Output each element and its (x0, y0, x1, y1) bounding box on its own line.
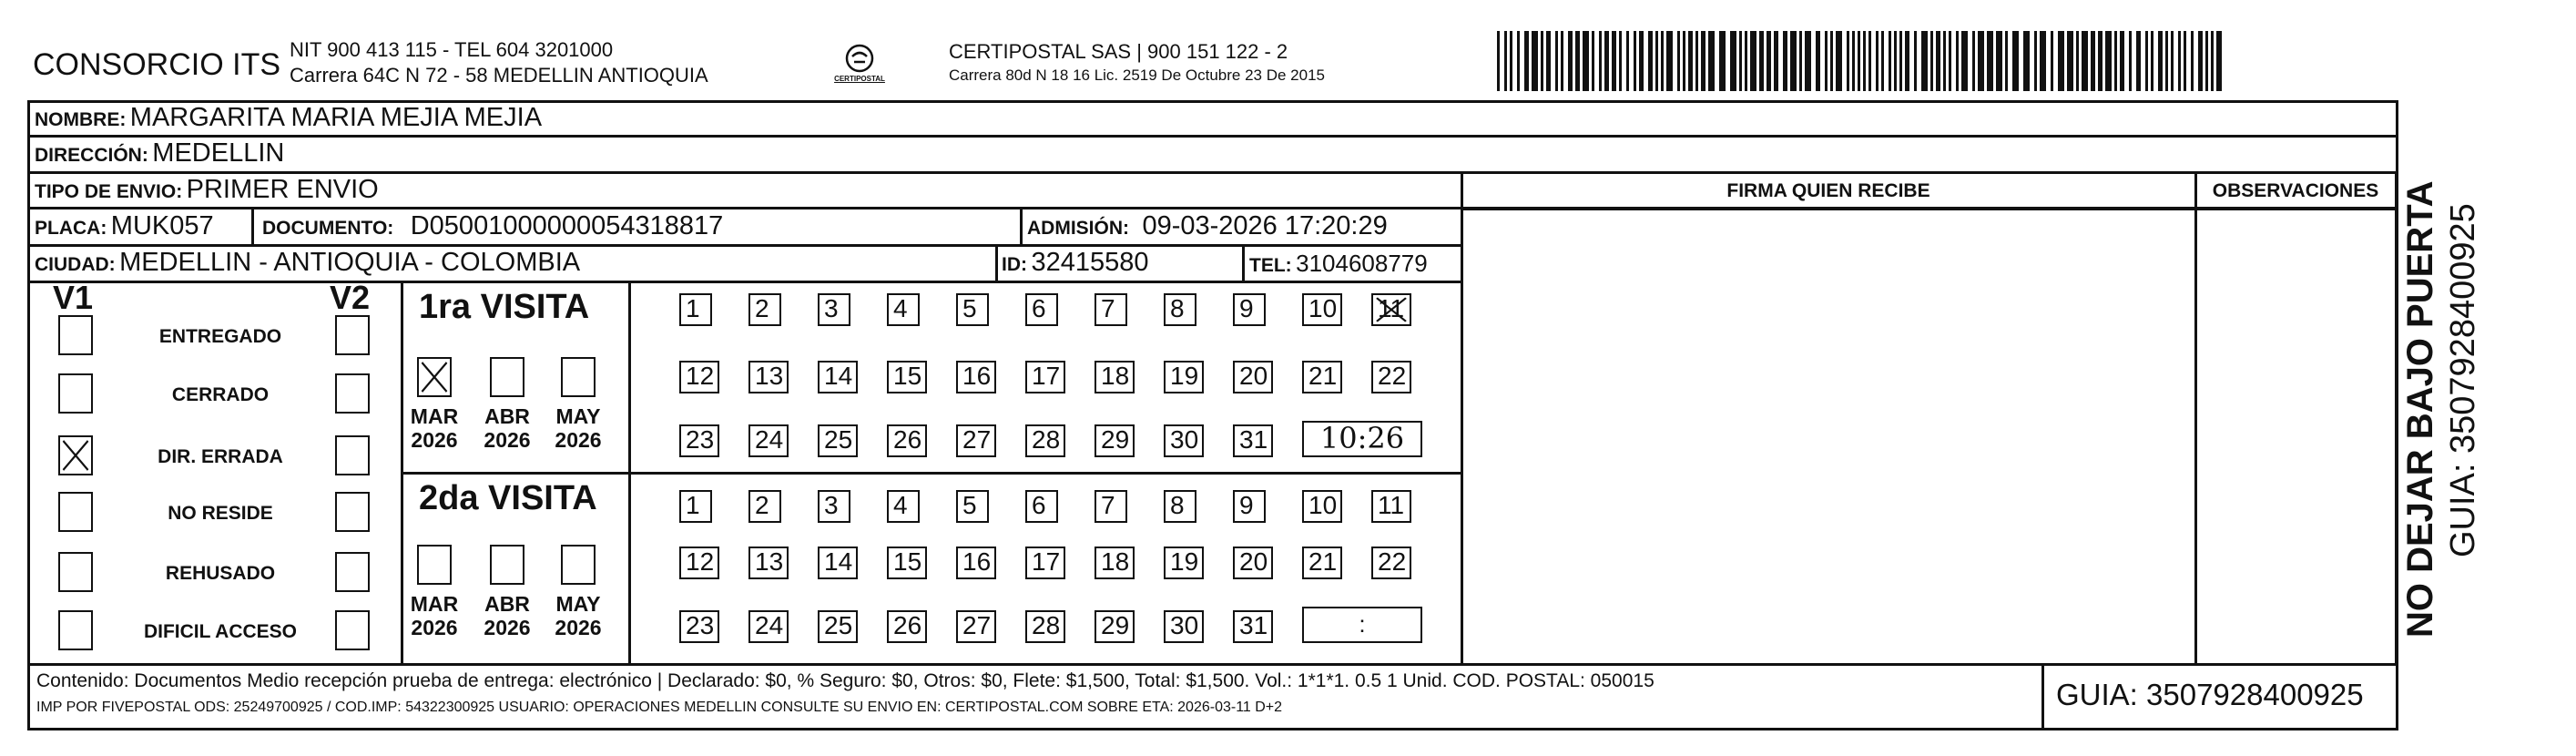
barcode-bar (1648, 31, 1653, 91)
barcode-bar (1599, 31, 1602, 91)
barcode-bar (1881, 31, 1884, 91)
visit2-day-box[interactable]: 6 (1025, 490, 1058, 523)
id-label: ID: (1002, 254, 1027, 275)
barcode-bar (2051, 31, 2053, 91)
barcode-bar (2076, 31, 2079, 91)
visit1-day-box[interactable]: 14 (818, 361, 858, 393)
visit1-day-box[interactable]: 9 (1233, 293, 1266, 326)
barcode-bar (2145, 31, 2148, 91)
barcode-bar (1639, 31, 1644, 91)
barcode-bar (1825, 31, 1828, 91)
visit2-month-label (550, 592, 606, 639)
firma-label: FIRMA QUIEN RECIBE (1726, 180, 1930, 201)
visit1-day-box[interactable]: 19 (1164, 361, 1204, 393)
visit2-day-box[interactable]: 3 (818, 490, 850, 523)
certipostal-logo (830, 38, 889, 91)
barcode-bar (2205, 31, 2208, 91)
barcode-bar (1561, 31, 1563, 91)
barcode-bar (1634, 31, 1636, 91)
visit2-day-box[interactable]: 10 (1302, 490, 1342, 523)
visit1-day-box[interactable]: 7 (1095, 293, 1127, 326)
company-nit-line: NIT 900 413 115 - TEL 604 3201000 (290, 38, 614, 61)
visit1-day-box[interactable]: 26 (887, 424, 927, 457)
visit1-day-box[interactable]: 8 (1164, 293, 1196, 326)
visit2-month-checkbox[interactable] (490, 545, 524, 585)
visit1-month-year: 2026 (555, 428, 602, 452)
visit1-day-box[interactable]: 3 (818, 293, 850, 326)
visit1-day-box[interactable]: 15 (887, 361, 927, 393)
visit2-day-box[interactable]: 28 (1025, 610, 1065, 643)
barcode-bar (1858, 31, 1860, 91)
barcode-bar (1688, 31, 1693, 91)
visit1-day-box[interactable]: 20 (1233, 361, 1273, 393)
barcode-bar (1730, 31, 1736, 91)
documento-label: DOCUMENTO: (262, 218, 394, 239)
status-label: DIR. ERRADA (158, 446, 283, 467)
barcode-bar (1830, 31, 1833, 91)
footer-guia: GUIA: 3507928400925 (2056, 678, 2364, 711)
visit2-day-box[interactable]: 30 (1164, 610, 1204, 643)
visit2-month-label (479, 592, 535, 639)
side-guia: GUIA: 3507928400925 (2444, 203, 2482, 557)
visit1-day-box[interactable]: 12 (679, 361, 719, 393)
visit2-day-box[interactable]: 29 (1095, 610, 1135, 643)
visit1-day-box[interactable]: 30 (1164, 424, 1204, 457)
visit2-day-box[interactable]: 27 (956, 610, 996, 643)
visit1-day-box[interactable]: 27 (956, 424, 996, 457)
visit2-month-checkbox[interactable] (561, 545, 596, 585)
tipo-envio-value: PRIMER ENVIO (186, 175, 379, 204)
visit1-day-box[interactable]: 25 (818, 424, 858, 457)
barcode-bar (2067, 31, 2073, 91)
barcode-bar (1930, 31, 1933, 91)
visit2-month-name: MAY (555, 592, 601, 616)
barcode-bar (1683, 31, 1685, 91)
v1-checkbox[interactable] (58, 610, 93, 650)
direccion-label: DIRECCIÓN: (35, 145, 148, 166)
barcode-bar (1745, 31, 1747, 91)
barcode-bar (1889, 31, 1891, 91)
v2-checkbox[interactable] (335, 552, 370, 592)
barcode-bar (1568, 31, 1573, 91)
footer-contenido: Contenido: Documentos Medio recepción prueba de entrega: electrónico | Declarado: $0, % Seguro: $0, Otros: $0, Flete: $1,500, Total: $1,500. Vol.: 1*1*1. 0.5 1 Unid. COD. POSTAL: 050015 (36, 670, 1655, 691)
barcode-bar (1899, 31, 1902, 91)
admision-label: ADMISIÓN: (1027, 218, 1129, 239)
barcode-bar (1956, 31, 1959, 91)
barcode-bar (2098, 31, 2103, 91)
admision-value: 09-03-2026 17:20:29 (1142, 211, 1388, 240)
visit2-month-checkbox[interactable] (417, 545, 452, 585)
id-value: 32415580 (1031, 248, 1149, 277)
v1-checkbox[interactable] (58, 435, 93, 475)
visit2-day-box[interactable]: 24 (748, 610, 789, 643)
visit1-month-year: 2026 (411, 428, 458, 452)
visit1-day-box[interactable]: 22 (1371, 361, 1411, 393)
barcode-bar (1836, 31, 1842, 91)
barcode-bar (1661, 31, 1664, 91)
tipo-envio-label: TIPO DE ENVIO: (35, 181, 183, 202)
v1-checkbox[interactable] (58, 492, 93, 532)
visit1-day-box[interactable]: 2 (748, 293, 781, 326)
barcode-bar (2151, 31, 2153, 91)
visit1-day-box[interactable]: 21 (1302, 361, 1342, 393)
visit2-time-box[interactable]: : (1302, 607, 1422, 643)
visit1-day-box[interactable]: 31 (1233, 424, 1273, 457)
visit2-month-year: 2026 (411, 616, 458, 639)
visit2-day-box[interactable]: 16 (956, 547, 996, 579)
barcode-bar (2216, 31, 2222, 91)
visit2-month-name: ABR (484, 592, 530, 616)
status-label: REHUSADO (165, 563, 276, 584)
barcode-bar (2158, 31, 2163, 91)
status-label: ENTREGADO (158, 326, 282, 347)
barcode-bar (1961, 31, 1968, 91)
visit2-day-box[interactable]: 17 (1025, 547, 1065, 579)
side-warning: NO DEJAR BAJO PUERTA (2400, 180, 2440, 638)
visit1-day-box[interactable]: 1 (679, 293, 712, 326)
barcode-bar (2105, 31, 2112, 91)
visit2-day-box[interactable]: 20 (1233, 547, 1273, 579)
visit2-day-box[interactable]: 11 (1371, 490, 1411, 523)
visit1-day-box[interactable]: 23 (679, 424, 719, 457)
barcode-bar (2129, 31, 2132, 91)
barcode-bar (1575, 31, 1580, 91)
visit1-month-label (550, 404, 606, 452)
barcode-bar (1626, 31, 1629, 91)
visit2-title: 2da VISITA (419, 479, 597, 517)
barcode-bar (1541, 31, 1543, 91)
visit1-month-label (406, 404, 463, 452)
barcode-bar (1695, 31, 1698, 91)
barcode-bar (1790, 31, 1797, 91)
visit2-day-box[interactable]: 13 (748, 547, 789, 579)
barcode-bar (1805, 31, 1811, 91)
footer-impresion: IMP POR FIVEPOSTAL ODS: 25249700925 / COD.IMP: 54322300925 USUARIO: OPERACIONES MEDELLIN CONSULTE SU ENVIO EN: CERTIPOSTAL.COM SOBRE ETA: 2026-03-11 D+2 (36, 700, 1283, 715)
visit1-day-box[interactable]: 10 (1302, 293, 1342, 326)
visit1-day-box[interactable]: 17 (1025, 361, 1065, 393)
documento-value: D05001000000054318817 (410, 211, 724, 240)
status-label: CERRADO (171, 384, 270, 405)
barcode-bar (1750, 31, 1756, 91)
barcode-bar (1583, 31, 1589, 91)
visit1-day-mark (1373, 295, 1410, 324)
v1-checkbox[interactable] (58, 373, 93, 414)
direccion-value: MEDELLIN (152, 138, 285, 168)
barcode-bar (1504, 31, 1507, 91)
barcode-bar (1612, 31, 1616, 91)
visit2-day-box[interactable]: 22 (1371, 547, 1411, 579)
certipostal-line1: CERTIPOSTAL SAS | 900 151 122 - 2 (949, 40, 1288, 63)
barcode-bar (1987, 31, 1993, 91)
barcode-bar (1517, 31, 1520, 91)
barcode-bar (1677, 31, 1680, 91)
barcode-bar (2171, 31, 2174, 91)
barcode-bar (1852, 31, 1855, 91)
barcode-bar (1972, 31, 1975, 91)
barcode-bar (2082, 31, 2088, 91)
tel-label: TEL: (1249, 255, 1292, 276)
ciudad-label: CIUDAD: (35, 254, 116, 275)
visit2-day-box[interactable]: 12 (679, 547, 719, 579)
barcode-bar (1799, 31, 1802, 91)
v2-checkbox[interactable] (335, 610, 370, 650)
barcode-bar (2012, 31, 2019, 91)
visit2-day-box[interactable]: 8 (1164, 490, 1196, 523)
barcode-bar (1996, 31, 2002, 91)
observaciones-label: OBSERVACIONES (2212, 180, 2379, 201)
barcode-bar (2191, 31, 2194, 91)
visit2-day-box[interactable]: 1 (679, 490, 712, 523)
barcode-bar (1783, 31, 1787, 91)
visit1-day-box[interactable]: 28 (1025, 424, 1065, 457)
barcode-bar (1739, 31, 1742, 91)
v2-checkbox[interactable] (335, 492, 370, 532)
visit2-day-box[interactable]: 7 (1095, 490, 1127, 523)
tel-value: 3104608779 (1296, 250, 1428, 277)
barcode-bar (1759, 31, 1764, 91)
v1-checkbox[interactable] (58, 315, 93, 355)
visit1-day-box[interactable]: 16 (956, 361, 996, 393)
barcode-bar (1555, 31, 1558, 91)
barcode-bar (1497, 31, 1500, 91)
barcode-bar (2211, 31, 2214, 91)
barcode (1497, 31, 2225, 95)
certipostal-line2: Carrera 80d N 18 16 Lic. 2519 De Octubre 23 De 2015 (949, 66, 1325, 84)
visit2-day-box[interactable]: 23 (679, 610, 719, 643)
visit2-day-box[interactable]: 19 (1164, 547, 1204, 579)
visit1-month-checkbox[interactable] (561, 357, 596, 397)
nombre-label: NOMBRE: (35, 109, 127, 130)
v1-checkbox[interactable] (58, 552, 93, 592)
v2-checkbox[interactable] (335, 435, 370, 475)
barcode-bar (2136, 31, 2141, 91)
visit1-day-box[interactable]: 24 (748, 424, 789, 457)
barcode-bar (1847, 31, 1849, 91)
visit1-month-checkbox[interactable] (417, 357, 452, 397)
barcode-bar (1619, 31, 1622, 91)
barcode-bar (1546, 31, 1551, 91)
barcode-bar (1816, 31, 1820, 91)
barcode-bar (2058, 31, 2064, 91)
barcode-bar (1655, 31, 1658, 91)
visit1-day-box[interactable]: 11 (1371, 293, 1411, 326)
v2-label: V2 (330, 279, 371, 316)
barcode-bar (2023, 31, 2030, 91)
barcode-bar (2005, 31, 2008, 91)
visit2-day-box[interactable]: 15 (887, 547, 927, 579)
barcode-bar (2034, 31, 2037, 91)
barcode-bar (1978, 31, 1984, 91)
visit2-day-box[interactable]: 14 (818, 547, 858, 579)
barcode-bar (1708, 31, 1715, 91)
barcode-bar (2165, 31, 2168, 91)
status-label: NO RESIDE (168, 503, 273, 524)
visit2-day-box[interactable]: 9 (1233, 490, 1266, 523)
barcode-bar (1510, 31, 1512, 91)
visit1-day-box[interactable]: 6 (1025, 293, 1058, 326)
barcode-bar (2120, 31, 2124, 91)
barcode-bar (1666, 31, 1673, 91)
visit2-month-name: MAR (410, 592, 459, 616)
barcode-bar (1921, 31, 1928, 91)
company-name: CONSORCIO ITS (33, 47, 281, 82)
barcode-bar (1868, 31, 1871, 91)
visit2-month-year: 2026 (484, 616, 531, 639)
visit1-month-year: 2026 (484, 428, 531, 452)
barcode-bar (1936, 31, 1940, 91)
placa-value: MUK057 (110, 211, 214, 240)
visit1-time-box[interactable]: 10:26 (1302, 421, 1422, 457)
v2-checkbox[interactable] (335, 373, 370, 414)
visit2-day-box[interactable]: 26 (887, 610, 927, 643)
barcode-bar (2040, 31, 2046, 91)
barcode-bar (1914, 31, 1917, 91)
status-label: DIFICIL ACCESO (143, 621, 297, 642)
barcode-bar (2091, 31, 2095, 91)
visit1-month-checkbox[interactable] (490, 357, 524, 397)
barcode-bar (1719, 31, 1726, 91)
placa-label: PLACA: (35, 218, 107, 239)
visit2-day-box[interactable]: 5 (956, 490, 989, 523)
barcode-bar (1532, 31, 1538, 91)
barcode-bar (1863, 31, 1866, 91)
visit1-day-box[interactable]: 13 (748, 361, 789, 393)
barcode-bar (1701, 31, 1705, 91)
barcode-bar (1592, 31, 1594, 91)
barcode-bar (1524, 31, 1529, 91)
visit1-month-name: MAR (410, 404, 459, 428)
v2-checkbox[interactable] (335, 315, 370, 355)
visit1-day-box[interactable]: 29 (1095, 424, 1135, 457)
visit2-day-box[interactable]: 18 (1095, 547, 1135, 579)
visit2-month-year: 2026 (555, 616, 602, 639)
visit1-day-box[interactable]: 18 (1095, 361, 1135, 393)
barcode-bar (1876, 31, 1879, 91)
company-address-line: Carrera 64C N 72 - 58 MEDELLIN ANTIOQUIA (290, 64, 708, 87)
nombre-value: MARGARITA MARIA MEJIA MEJIA (129, 103, 543, 132)
ciudad-value: MEDELLIN - ANTIOQUIA - COLOMBIA (119, 248, 581, 277)
barcode-bar (2184, 31, 2186, 91)
visit1-title: 1ra VISITA (419, 288, 590, 326)
visit1-month-name: MAY (555, 404, 601, 428)
visit1-month-name: ABR (484, 404, 530, 428)
barcode-bar (1949, 31, 1951, 91)
visit2-day-box[interactable]: 25 (818, 610, 858, 643)
visit2-day-box[interactable]: 4 (887, 490, 920, 523)
barcode-bar (1767, 31, 1771, 91)
visit2-day-box[interactable]: 31 (1233, 610, 1273, 643)
barcode-bar (1774, 31, 1778, 91)
barcode-bar (2178, 31, 2181, 91)
visit1-month-label (479, 404, 535, 452)
barcode-bar (1905, 31, 1909, 91)
v1-label: V1 (53, 279, 94, 316)
visit2-month-label (406, 592, 463, 639)
visit2-day-box[interactable]: 21 (1302, 547, 1342, 579)
visit1-day-box[interactable]: 4 (887, 293, 920, 326)
logo-text: CERTIPOSTAL (834, 75, 885, 83)
barcode-bar (1604, 31, 1609, 91)
visit2-day-box[interactable]: 2 (748, 490, 781, 523)
visit1-day-box[interactable]: 5 (956, 293, 989, 326)
barcode-bar (2198, 31, 2203, 91)
barcode-bar (2114, 31, 2117, 91)
barcode-bar (1894, 31, 1897, 91)
barcode-bar (1943, 31, 1946, 91)
